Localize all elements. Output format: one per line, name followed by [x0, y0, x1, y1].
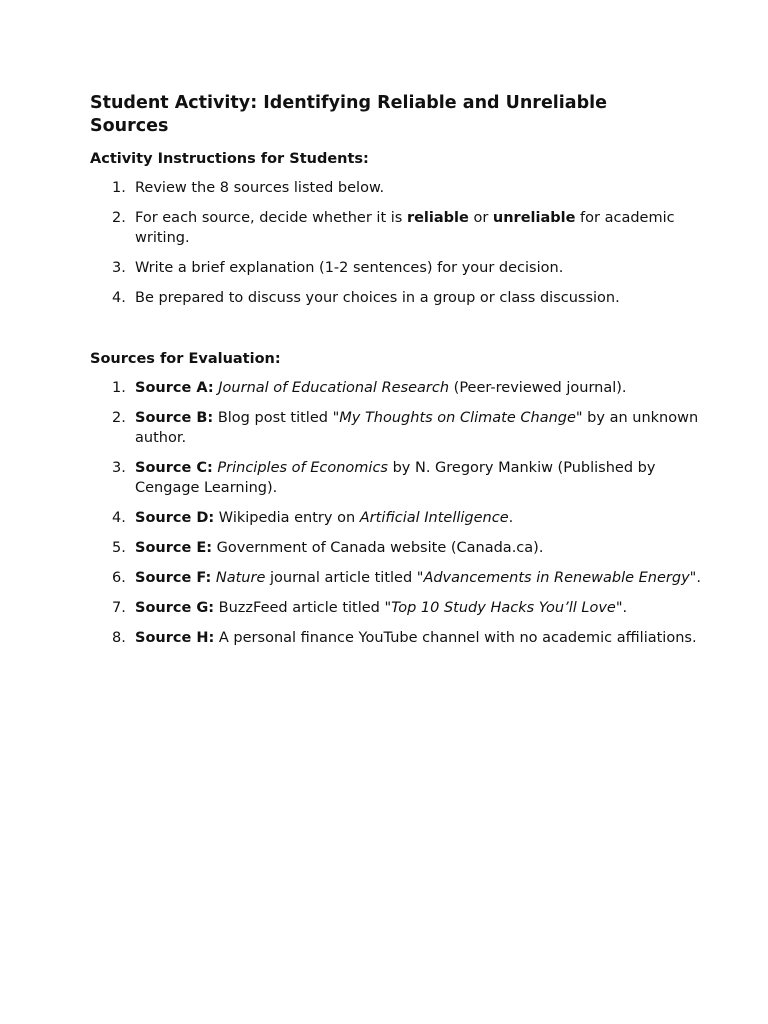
source-item [90, 628, 723, 648]
source-text: ". [689, 570, 701, 586]
instructions-list [90, 178, 678, 308]
instructions-heading: Activity Instructions for Students: [90, 151, 369, 167]
source-item [90, 538, 723, 558]
source-text: journal article titled " [265, 570, 424, 586]
source-title: Nature [215, 570, 266, 586]
sources-heading: Sources for Evaluation: [90, 351, 281, 367]
instruction-text: Write a brief explanation (1-2 sentences) for your decision. [135, 260, 564, 276]
source-item [90, 598, 723, 618]
source-label: Source H: [135, 630, 215, 646]
source-text: by N. Gregory Mankiw (Published by Cengage Learning). [135, 460, 656, 496]
instruction-text: Review the 8 sources listed below. [135, 180, 385, 196]
list-number: 4. [112, 510, 126, 526]
instruction-item [90, 258, 723, 278]
source-text: ". [615, 600, 628, 616]
instruction-item [90, 178, 723, 198]
source-label: Source G: [135, 600, 215, 616]
list-number: 4. [112, 290, 126, 306]
source-label: Source E: [135, 540, 213, 556]
source-text: Government of Canada website (Canada.ca). [212, 540, 544, 556]
list-number: 1. [112, 380, 126, 396]
source-text: Wikipedia entry on [214, 510, 360, 526]
instruction-text: for academic writing. [135, 210, 675, 246]
source-text: (Peer-reviewed journal). [449, 380, 627, 396]
source-title: Artificial Intelligence [359, 510, 509, 526]
emphasis-unreliable: unreliable [492, 210, 576, 226]
instruction-item [90, 288, 723, 308]
source-title: Advancements in Renewable Energy [423, 570, 690, 586]
source-title: Principles of Economics [217, 460, 388, 476]
sources-list [90, 378, 701, 648]
source-title: Top 10 Study Hacks You’ll Love [391, 600, 616, 616]
source-item [90, 408, 723, 448]
source-text: A personal finance YouTube channel with no academic affiliations. [214, 630, 697, 646]
list-number: 2. [112, 210, 126, 226]
list-number: 8. [112, 630, 126, 646]
list-number: 1. [112, 180, 126, 196]
list-number: 6. [112, 570, 126, 586]
list-number: 3. [112, 460, 126, 476]
source-label: Source F: [135, 570, 212, 586]
instruction-text: or [468, 210, 493, 226]
source-text: " by an unknown author. [135, 410, 699, 446]
instruction-text: Be prepared to discuss your choices in a group or class discussion. [135, 290, 620, 306]
source-item [90, 458, 723, 498]
emphasis-reliable: reliable [406, 210, 469, 226]
source-label: Source A: [135, 380, 214, 396]
document-title: Student Activity: Identifying Reliable and Unreliable Sources [90, 93, 608, 136]
list-number: 7. [112, 600, 126, 616]
source-text: . [508, 510, 514, 526]
source-item [90, 568, 723, 588]
list-number: 5. [112, 540, 126, 556]
source-text: Blog post titled " [213, 410, 340, 426]
list-number: 3. [112, 260, 126, 276]
source-text: BuzzFeed article titled " [214, 600, 392, 616]
instruction-item [90, 208, 723, 248]
source-title: My Thoughts on Climate Change [339, 410, 576, 426]
source-label: Source B: [135, 410, 214, 426]
instruction-text: For each source, decide whether it is [135, 210, 407, 226]
source-title: Journal of Educational Research [218, 380, 450, 396]
source-item [90, 378, 723, 398]
source-label: Source D: [135, 510, 215, 526]
list-number: 2. [112, 410, 126, 426]
source-label: Source C: [135, 460, 213, 476]
source-item [90, 508, 723, 528]
